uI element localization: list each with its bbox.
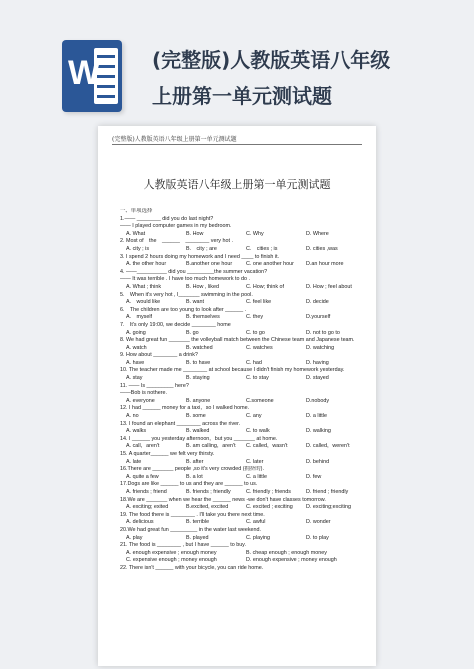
answer-option: D. friend ; friendly <box>306 488 349 495</box>
answer-option: D.yourself <box>306 314 331 321</box>
answer-option: D. to play <box>306 534 329 541</box>
answer-option: A. delicious <box>126 519 154 526</box>
options-row <box>120 299 366 307</box>
question-text: 15. A quarter______ we felt very thirsty. <box>120 451 215 457</box>
options-row <box>120 428 366 436</box>
answer-option: A. exciting; exited <box>126 504 169 511</box>
answer-option: B. played <box>186 534 209 541</box>
answer-option: C. watches <box>246 344 273 351</box>
answer-option: D. exciting;exciting <box>306 504 351 511</box>
answer-option: D. a little <box>306 413 327 420</box>
answer-option: A. late <box>126 458 142 465</box>
question-text: 18.We are _______ when we hear the ______ news -we don't have classes tomorrow. <box>120 496 326 503</box>
question-text: 12. I had ______ money for a taxi，so I walked home. <box>120 405 250 412</box>
answer-option: B. some <box>186 413 206 420</box>
question-text: 20.We had great fun _________ in the water last weekend. <box>120 526 262 533</box>
question-text: 13. I found an elephant ________ across the river. <box>120 420 241 427</box>
doc-title <box>152 42 452 114</box>
options-row <box>120 398 366 406</box>
answer-option: D.an hour more <box>306 261 344 268</box>
options-row <box>120 246 366 254</box>
answer-option: D. watching <box>306 344 335 351</box>
answer-option: A. would like <box>126 299 161 306</box>
answer-option: C. any <box>246 413 262 420</box>
answer-option: C. feel like <box>246 299 272 306</box>
answer-option: D. cities ,was <box>306 245 338 252</box>
answer-option: C. Why <box>246 230 264 237</box>
answer-option: A. quite a few <box>126 473 159 480</box>
doc-title-line2: 上册第一单元测试题 <box>152 84 332 108</box>
question-text: 17.Dogs are like ______ to us and they are ______ to us. <box>120 481 258 488</box>
answer-option: B. after <box>186 458 204 465</box>
question-text: 4. ——__________ did you _________the summer vacation? <box>120 268 268 275</box>
options-row <box>120 459 366 467</box>
answer-option: A. have <box>126 359 145 366</box>
question-list <box>120 208 366 573</box>
answer-option: B. city ; are <box>186 245 217 252</box>
answer-option: A. going <box>126 329 146 336</box>
question-text: 8. We had great fun _______ the volleyball match between the Chinese team and Japanese team. <box>120 337 355 344</box>
answer-option: A. stay <box>126 375 143 382</box>
answer-option: A. friends ; friend <box>126 488 167 495</box>
doc-title-line1: (完整版)人教版英语八年级 <box>152 48 391 72</box>
answer-option: B. staying <box>186 375 210 382</box>
answer-option: A. call，aren't <box>126 443 160 450</box>
options-row <box>120 550 366 558</box>
word-w-glyph: W <box>68 54 101 92</box>
options-row <box>120 489 366 497</box>
answer-option: A. What <box>126 230 146 237</box>
question-text: 11. —— Is _________ here? <box>120 382 189 389</box>
answer-option: B. friends ; friendly <box>186 488 231 495</box>
answer-option: C. one another hour <box>246 261 294 268</box>
question-text: —— It was terrible . I have too much homework to do . <box>120 276 251 283</box>
answer-option: C. to walk <box>246 428 270 435</box>
answer-option: D. not to go to <box>306 329 340 336</box>
answer-option: C. How; think of <box>246 283 285 290</box>
header-divider <box>112 144 362 145</box>
answer-option: C. to stay <box>246 375 269 382</box>
answer-option: A. city ; is <box>126 245 150 252</box>
options-row <box>120 314 366 322</box>
answer-option: A. What ; think <box>126 283 162 290</box>
answer-option: B. go <box>186 329 199 336</box>
answer-option: C. expensive enough ; money enough <box>126 557 217 564</box>
options-row <box>120 360 366 368</box>
options-row <box>120 474 366 482</box>
answer-option: D. called，weren't <box>306 443 350 450</box>
options-row <box>120 504 366 512</box>
answer-option: D.nobody <box>306 397 330 404</box>
question-text: 3. I spend 2 hours doing my homework and I need ____ to finish it. <box>120 253 280 260</box>
answer-option: C. cities ; is <box>246 245 278 252</box>
section-heading: 一、单项选择 <box>120 208 153 214</box>
answer-option: C. later <box>246 458 264 465</box>
answer-option: C. had <box>246 359 262 366</box>
answer-option: C. friendly ; friends <box>246 488 291 495</box>
answer-option: B. cheap enough ; enough money <box>246 549 327 556</box>
answer-option: B. themselves <box>186 314 220 321</box>
options-row <box>120 345 366 353</box>
answer-option: B. want <box>186 299 204 306</box>
options-row <box>120 375 366 383</box>
answer-option: D. having <box>306 359 329 366</box>
answer-option: A. no <box>126 413 139 420</box>
answer-option: A. the other hour <box>126 261 167 268</box>
answer-option: B. walked <box>186 428 210 435</box>
answer-option: C. awful <box>246 519 266 526</box>
answer-option: D. enough expensive ; money enough <box>246 557 337 564</box>
answer-option: D. few <box>306 473 322 480</box>
options-row <box>120 519 366 527</box>
question-text: 10. The teacher made me ________ at school because I didn't finish my homework yesterday. <box>120 367 345 374</box>
answer-option: C. to go <box>246 329 265 336</box>
question-text: 14. I ______ you yesterday afternoon，but you _______ at home. <box>120 435 278 442</box>
answer-option: D. walking <box>306 428 331 435</box>
options-row <box>120 261 366 269</box>
answer-option: C.someone <box>246 397 274 404</box>
answer-option: B. How , liked <box>186 283 219 290</box>
question-text: —— I played computer games in my bedroom. <box>120 223 232 230</box>
question-text: 1.—— ________ did you do last night? <box>120 215 214 222</box>
options-row <box>120 557 366 565</box>
question-text: 6. The children are too young to look after ______ . <box>120 306 247 313</box>
answer-option: B. to have <box>186 359 211 366</box>
answer-option: B.another one hour <box>186 261 233 268</box>
question-text: 9. How about ________ a drink? <box>120 352 198 359</box>
answer-option: A. walks <box>126 428 147 435</box>
answer-option: B. a lot <box>186 473 203 480</box>
options-row <box>120 231 366 239</box>
options-row <box>120 535 366 543</box>
answer-option: B. anyone <box>186 397 211 404</box>
answer-option: D. Where <box>306 230 329 237</box>
answer-option: D. wonder <box>306 519 331 526</box>
page-title: 人教版英语八年级上册第一单元测试题 <box>143 178 331 191</box>
answer-option: D. stayed <box>306 375 329 382</box>
answer-option: A. everyone <box>126 397 155 404</box>
word-document-icon <box>62 40 122 112</box>
answer-option: C. a little <box>246 473 267 480</box>
answer-option: A. play <box>126 534 143 541</box>
answer-option: B.excited, excited <box>186 504 229 511</box>
answer-option: D. decide <box>306 299 329 306</box>
options-row <box>120 330 366 338</box>
question-text: 5. When it's very hot , I_______ swimming in the pool. <box>120 291 253 298</box>
answer-option: A. watch <box>126 344 147 351</box>
question-text: 22. There isn't ______ with your bicycle, you can ride home. <box>120 564 264 571</box>
question-text: 7. It's only 19:00, we decide ________ home <box>120 321 231 328</box>
question-text: 16.There are _______ people ,so it's very crowded (拥挤的). <box>120 466 264 473</box>
answer-option: C. excited ; exciting <box>246 504 293 511</box>
answer-option: B. watched <box>186 344 213 351</box>
answer-option: C. playing <box>246 534 270 541</box>
document-page <box>98 126 376 666</box>
answer-option: C. they <box>246 314 264 321</box>
answer-option: D. behind <box>306 458 330 465</box>
question-text: 2. Most of the ______ ________ very hot . <box>120 238 233 245</box>
answer-option: B. How <box>186 230 204 237</box>
options-row <box>120 443 366 451</box>
answer-option: A. enough expensive ; enough money <box>126 549 217 556</box>
page-running-header: (完整版)人教版英语八年级上册第一单元测试题 <box>112 136 237 143</box>
answer-option: B. terrible <box>186 519 210 526</box>
answer-option: D. How ; feel about <box>306 283 352 290</box>
options-row <box>120 284 366 292</box>
question-text: 19. The food there is ________ . I'll take you there next time. <box>120 511 265 518</box>
options-row <box>120 413 366 421</box>
answer-option: C. called，wasn't <box>246 443 288 450</box>
answer-option: B. am calling，aren't <box>186 443 236 450</box>
question-text: ——Bob is nothere. <box>120 390 168 397</box>
question-text: 21. The food is ________ , but I have ______ to buy. <box>120 542 246 549</box>
answer-option: A. myself <box>126 314 153 321</box>
